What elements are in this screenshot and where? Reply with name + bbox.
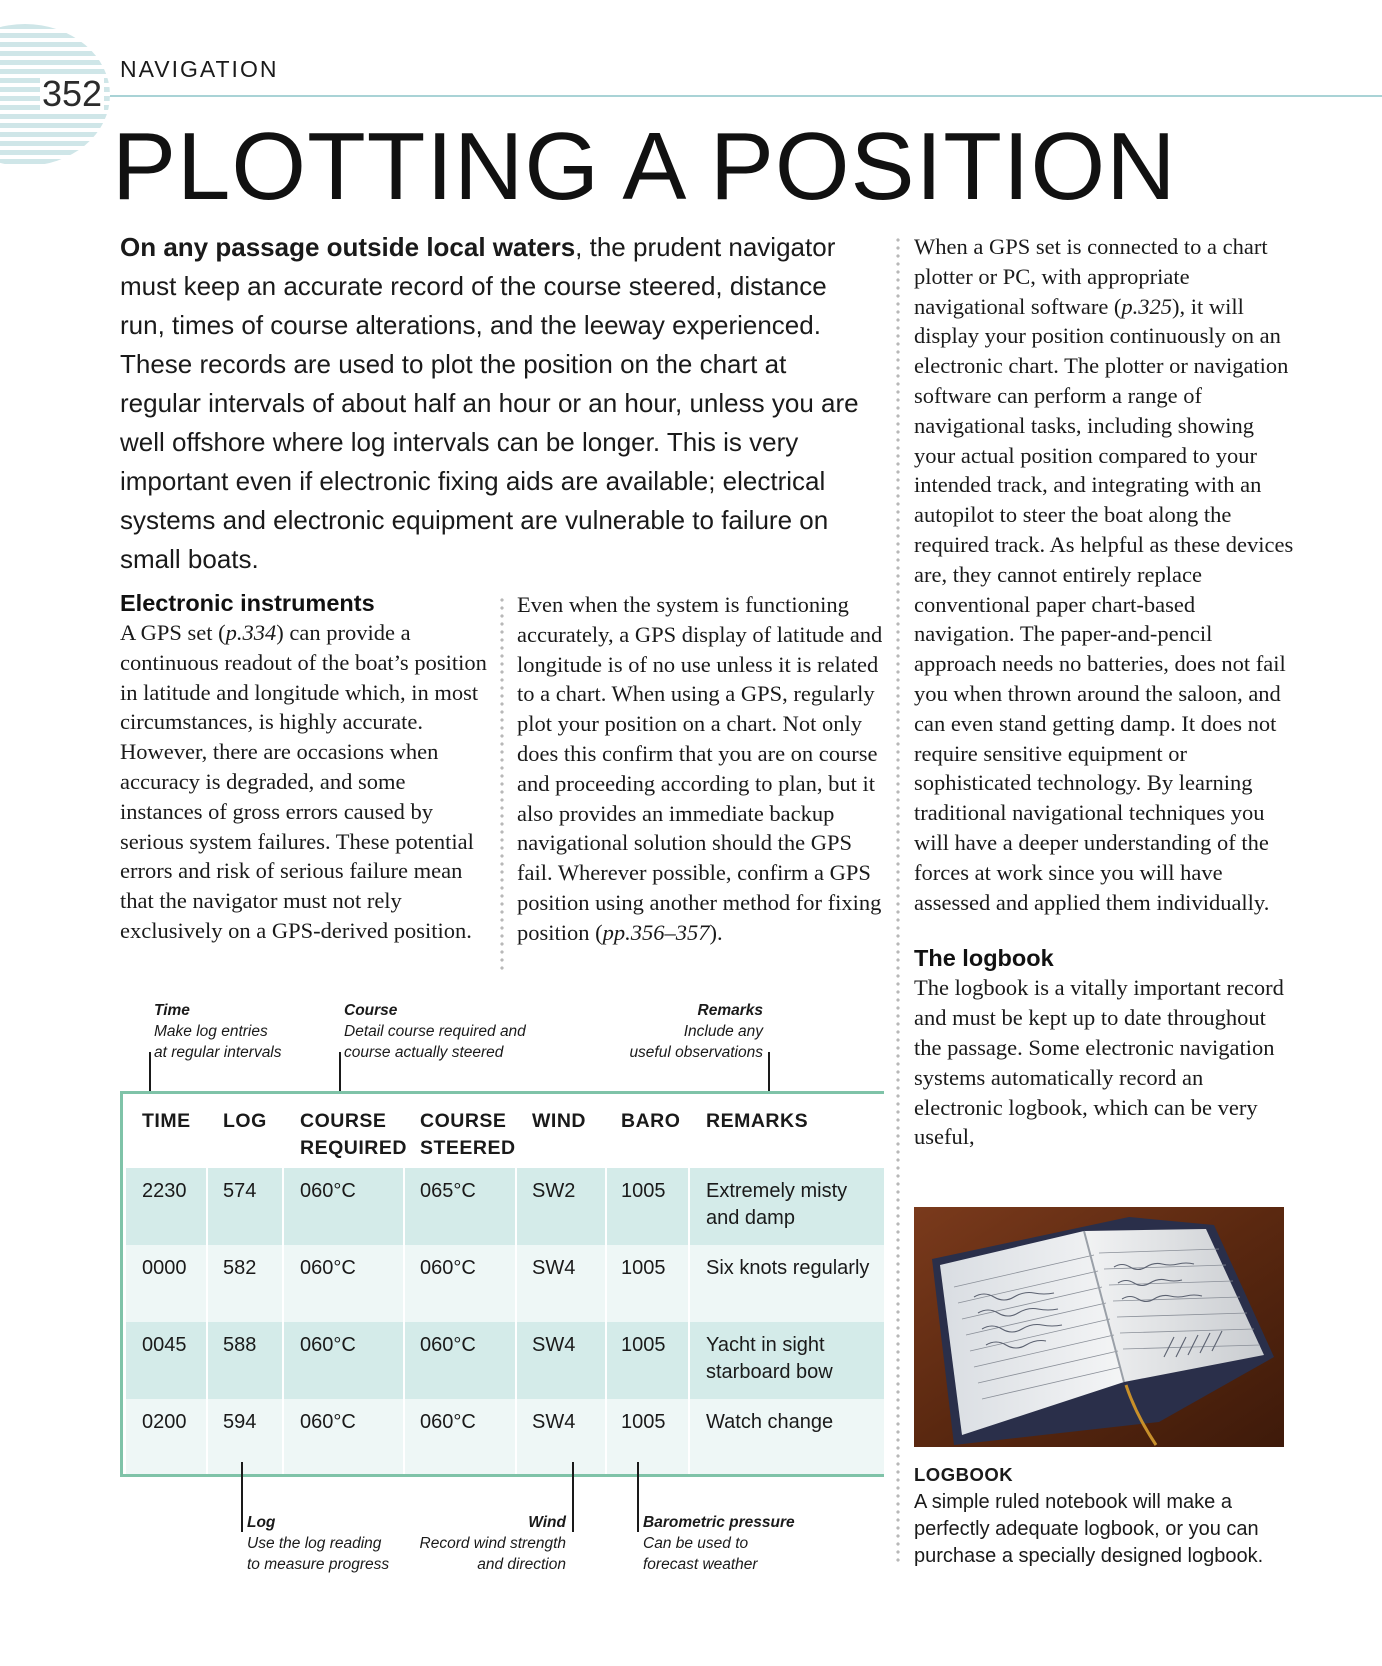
cell-course-steered: 060°C	[420, 1257, 476, 1279]
text-span: Even when the system is functioning accurately, a GPS display of latitude and longitude is of no use unless it is related to a chart. When using a GPS, regularly plot your position on a chart. Not only does this confirm that you are on course and proceeding according to plan, but it also provides an immediate backup navigational solution should the GPS fail. Wherever possible, confirm a GPS position using another method for fixing position (	[517, 592, 883, 945]
chart-plotter-paragraph	[914, 232, 1294, 917]
annotation-text: useful observations	[629, 1044, 763, 1061]
electronic-instruments-paragraph-1	[120, 618, 490, 946]
electronic-instruments-column	[120, 588, 490, 946]
annotation-barometric-pressure	[643, 1512, 863, 1575]
annotation-text: at regular intervals	[154, 1044, 282, 1061]
gps-chart-paragraph	[517, 590, 892, 948]
logbook-photo	[914, 1207, 1284, 1447]
cell-remarks	[706, 1255, 869, 1282]
header-line: COURSE	[420, 1110, 507, 1132]
right-column	[914, 232, 1294, 1152]
annotation-title: Barometric pressure	[643, 1514, 795, 1531]
cell-course-required: 060°C	[300, 1257, 356, 1279]
annotation-text: Can be used to	[643, 1535, 749, 1552]
header-remarks: REMARKS	[706, 1110, 809, 1132]
annotation-text: forecast weather	[643, 1556, 758, 1573]
cell-log: 588	[223, 1334, 257, 1356]
cell-baro: 1005	[621, 1411, 666, 1433]
cell-wind: SW4	[532, 1334, 576, 1356]
page-reference: pp.356–357	[602, 919, 710, 945]
text-span: ) can provide a continuous readout of the boat’s position in latitude and longitude which, in most circumstances, is highly accurate. However, there are occasions when accuracy is degraded, and some instances of gross errors caused by serious system failures. These potential errors and risk of serious failure mean that the navigator must not rely exclusively on a GPS-derived position.	[120, 620, 487, 943]
page-reference: p.334	[225, 620, 277, 645]
cell-course-steered: 065°C	[420, 1180, 476, 1202]
annotation-title: Remarks	[697, 1002, 763, 1019]
cell-time: 0200	[142, 1411, 187, 1433]
header-course-required	[300, 1108, 407, 1162]
log-table	[120, 1091, 884, 1477]
intro-lead: On any passage outside local waters	[120, 232, 576, 262]
cell-time: 0045	[142, 1334, 187, 1356]
header-baro: BARO	[621, 1110, 681, 1132]
cell-course-required: 060°C	[300, 1411, 356, 1433]
intro-text: , the prudent navigator must keep an accurate record of the course steered, distance run, times of course alterations, and the leeway experienced. These records are used to plot the position on the chart at regular intervals of about half an hour or an hour, unless you are well offshore where log intervals can be longer. This is very important even if electronic fixing aids are available; electrical systems and electronic equipment are vulnerable to failure on small boats.	[120, 232, 859, 574]
remarks-line: Six knots regularly	[706, 1257, 870, 1279]
annotation-remarks	[560, 1000, 763, 1063]
header-line: STEERED	[420, 1137, 516, 1159]
cell-wind: SW2	[532, 1180, 576, 1202]
annotation-text: Record wind strength	[419, 1535, 566, 1552]
remarks-line: starboard bow	[706, 1361, 833, 1383]
annotation-leader-line	[572, 1462, 574, 1532]
dotted-divider	[500, 596, 504, 973]
annotation-text: Include any	[683, 1023, 763, 1040]
text-span: ).	[709, 919, 723, 945]
cell-log: 594	[223, 1411, 257, 1433]
annotation-text: Detail course required and	[344, 1023, 526, 1040]
annotation-time	[154, 1000, 354, 1063]
annotation-course	[344, 1000, 574, 1063]
annotation-title: Time	[154, 1002, 190, 1019]
header-course-steered	[420, 1108, 516, 1162]
annotation-title: Log	[247, 1514, 276, 1531]
annotation-leader-line	[637, 1462, 639, 1532]
cell-course-steered: 060°C	[420, 1411, 476, 1433]
remarks-line: Watch change	[706, 1411, 834, 1433]
intro-paragraph	[120, 228, 872, 579]
cell-wind: SW4	[532, 1411, 576, 1433]
text-span: A GPS set (	[120, 620, 226, 645]
text-span: ), it will display your position continuously on an electronic chart. The plotter or navigation software can perform a range of navigational tasks, including showing your actual position compared to your intended track, and integrating with an autopilot to steer the boat along the required track. As helpful as these devices are, they cannot entirely replace conventional paper chart-based navigation. The paper-and-pencil approach needs no batteries, does not fail you when thrown around the saloon, and can even stand getting damp. It does not require sensitive equipment or sophisticated technology. By learning traditional navigational techniques you will have a deeper understanding of the forces at work since you will have assessed and applied them individually.	[914, 293, 1294, 915]
electronic-instruments-heading: Electronic instruments	[120, 590, 375, 616]
page-number: 352	[42, 73, 103, 114]
annotation-title: Wind	[528, 1514, 566, 1531]
column-divider	[282, 1097, 284, 1474]
header-line: REQUIRED	[300, 1137, 407, 1159]
cell-wind: SW4	[532, 1257, 576, 1279]
header-wind: WIND	[532, 1110, 586, 1132]
header-rule	[110, 95, 1382, 97]
annotation-title: Course	[344, 1002, 398, 1019]
annotation-text: Make log entries	[154, 1023, 268, 1040]
column-divider	[605, 1097, 607, 1474]
cell-course-required: 060°C	[300, 1180, 356, 1202]
caption-text: A simple ruled notebook will make a perfectly adequate logbook, or you can purchase a specially designed logbook.	[914, 1491, 1264, 1567]
section-label: NAVIGATION	[120, 56, 279, 82]
text-span: When a GPS set is connected to a chart plotter or PC, with appropriate navigational software (	[914, 234, 1268, 319]
column-divider	[206, 1097, 208, 1474]
page-reference: p.325	[1121, 293, 1173, 319]
page-title: PLOTTING A POSITION	[112, 113, 1177, 220]
logbook-paragraph: The logbook is a vitally important record and must be kept up to date throughout the passage. Some electronic navigation systems automatically record an electronic logbook, which can be very useful,	[914, 975, 1284, 1150]
cell-time: 2230	[142, 1180, 187, 1202]
cell-time: 0000	[142, 1257, 187, 1279]
cell-baro: 1005	[621, 1257, 666, 1279]
remarks-line: and damp	[706, 1207, 795, 1229]
cell-baro: 1005	[621, 1180, 666, 1202]
annotation-text: course actually steered	[344, 1044, 504, 1061]
logbook-heading: The logbook	[914, 945, 1054, 972]
cell-course-steered: 060°C	[420, 1334, 476, 1356]
dotted-divider	[896, 236, 900, 1566]
cell-log: 574	[223, 1180, 257, 1202]
cell-remarks	[706, 1178, 847, 1232]
cell-remarks	[706, 1332, 833, 1386]
column-divider	[688, 1097, 690, 1474]
annotation-text: Use the log reading	[247, 1535, 382, 1552]
annotation-wind	[387, 1512, 566, 1575]
annotation-text: to measure progress	[247, 1556, 390, 1573]
annotation-text: and direction	[477, 1556, 566, 1573]
cell-log: 582	[223, 1257, 257, 1279]
remarks-line: Extremely misty	[706, 1180, 848, 1202]
header-log: LOG	[223, 1110, 267, 1132]
gps-chart-column	[517, 590, 892, 948]
remarks-line: Yacht in sight	[706, 1334, 825, 1356]
header-time: TIME	[142, 1110, 191, 1132]
cell-baro: 1005	[621, 1334, 666, 1356]
header-line: COURSE	[300, 1110, 387, 1132]
cell-remarks	[706, 1409, 833, 1436]
cell-course-required: 060°C	[300, 1334, 356, 1356]
annotation-leader-line	[241, 1462, 243, 1532]
caption-title: LOGBOOK	[914, 1464, 1014, 1485]
